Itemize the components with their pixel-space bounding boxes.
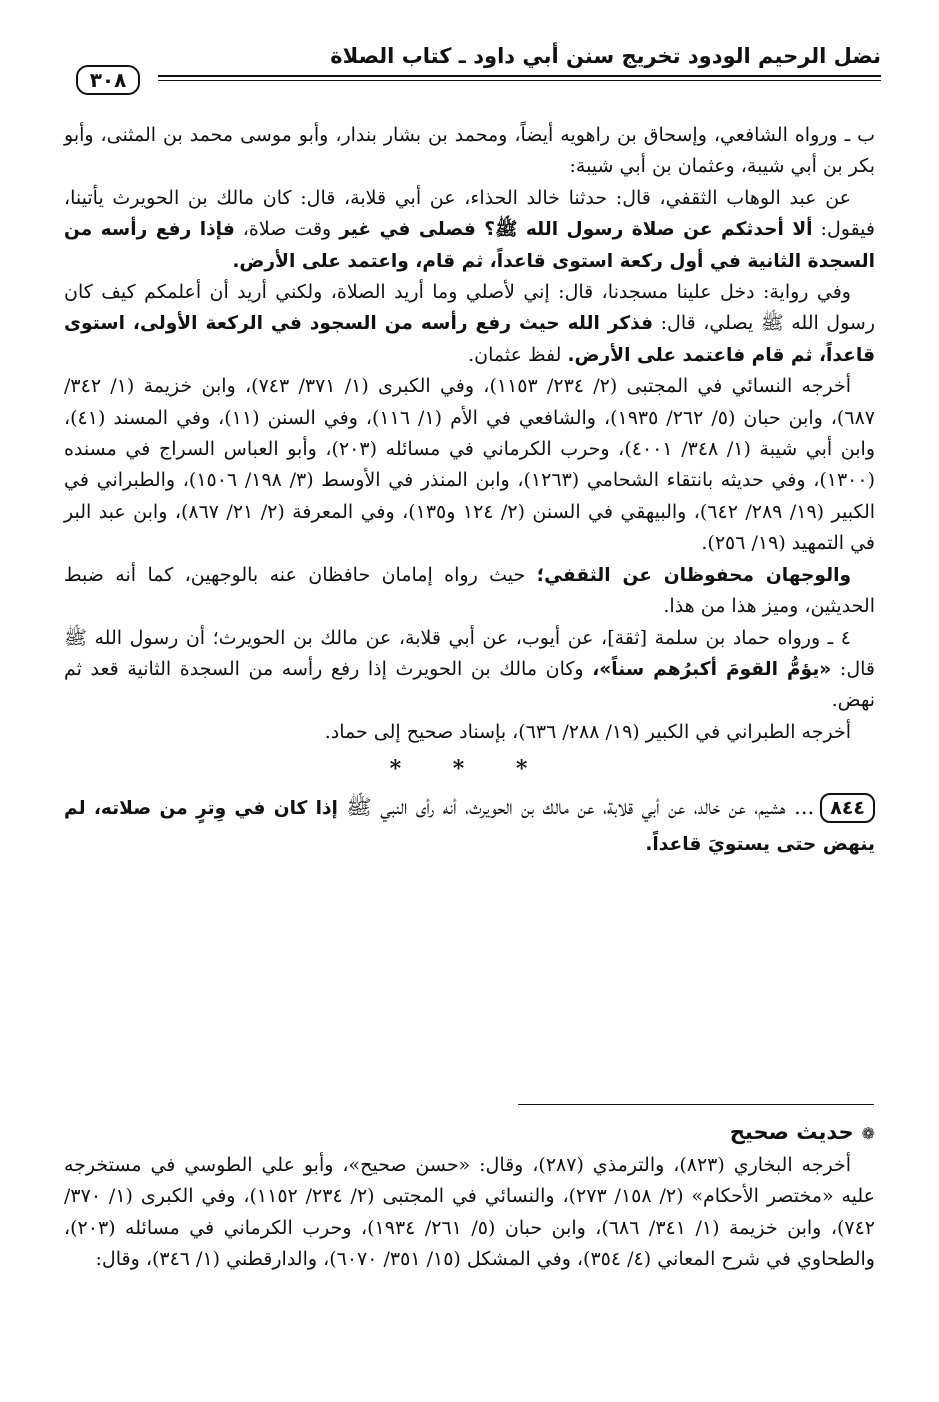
paragraph: أخرجه البخاري (٨٢٣)، والترمذي (٢٨٧)، وقال: «حسن صحيح»، وأبو علي الطوسي في مستخرجه عليه «مختصر الأحكام» (٢/ ١٥٨/ ٢٧٣)، والنسائي في المجتبى (٢/ ٢٣٤/ ١١٥٢)، وفي الكبرى (١/ ٣٧٠/ ٧٤٢)، وابن خزيمة (١/ ٣٤١/ ٦٨٦)، وابن حبان (٥/ ٢٦١/ ١٩٣٤)، وحرب الكرماني في مسائله (٢٠٣)، والطحاوي في شرح المعاني (٤/ ٣٥٤)، وفي المشكل (١٥/ ٣٥١/ ٦٠٧٠)، والدارقطني (١/ ٣٤٦)، وقال:: [64, 1154, 876, 1271]
paragraph: [64, 560, 875, 623]
takhrij-text: [64, 1150, 875, 1276]
text-span: عن عبد الوهاب الثقفي، قال: حدثنا خالد الحذاء، عن أبي قلابة، قال: كان مالك بن الحويرث يأتينا، فيقول:: [64, 186, 875, 241]
running-title: نضل الرحيم الودود تخريج سنن أبي داود ـ كتاب الصلاة: [330, 44, 881, 68]
bold-text: «يؤمُّ القومَ أكبرُهم سناً»،: [592, 658, 832, 680]
text-span: حيث رواه إمامان حافظان عنه بالوجهين، كما أنه ضبط الحديثين، وميز هذا من هذا.: [64, 563, 875, 618]
header-rule: [58, 75, 881, 77]
paragraph: ب ـ ورواه الشافعي، وإسحاق بن راهويه أيضاً، ومحمد بن بشار بندار، وأبو موسى محمد بن المثنى، وأبو بكر بن أبي شيبة، وعثمان بن أبي شيبة:: [64, 124, 875, 178]
paragraph: [64, 183, 875, 277]
section-rule: [518, 1104, 874, 1105]
hadith-text: [64, 790, 875, 862]
text-span: ٤ ـ ورواه حماد بن سلمة [ثقة]، عن أيوب، عن أبي قلابة، عن مالك بن الحويرث؛ أن رسول الله ﷺ قال:: [64, 626, 875, 680]
page-header: [58, 38, 881, 98]
bold-text: ألا أحدثكم عن صلاة رسول الله ﷺ؟ فصلى في غير: [339, 219, 813, 241]
text-span: لفظ عثمان.: [468, 343, 568, 366]
bold-text: فإذا رفع رأسه من السجدة الثانية في أول ركعة استوى قاعداً، ثم قام، واعتمد على الأرض.: [64, 219, 875, 272]
section-separator: * * *: [389, 756, 550, 783]
text-span: وقت صلاة،: [234, 218, 340, 241]
header-rule-thin: [58, 80, 881, 81]
bold-text: فذكر الله حيث رفع رأسه من السجود في الركعة الأولى، استوى قاعداً، ثم قام فاعتمد على الأرض.: [64, 313, 875, 366]
text-span: ... هشيم، عن خالد، عن أبي قلابة، عن مالك بن الحويرث، أنه رأى النبي ﷺ: [337, 794, 815, 819]
ornament-icon: ❁: [861, 1124, 875, 1143]
page-number-ornament: [58, 62, 158, 98]
bold-text: والوجهان محفوظان عن الثقفي؛: [536, 564, 851, 586]
grading-label: حديث صحيح: [729, 1120, 854, 1144]
text-span: وكان مالك بن الحويرث إذا رفع رأسه من السجدة الثانية قعد ثم نهض.: [64, 657, 875, 712]
paragraph: [64, 623, 875, 717]
paragraph: أخرجه النسائي في المجتبى (٢/ ٢٣٤/ ١١٥٣)، وفي الكبرى (١/ ٣٧١/ ٧٤٣)، وابن خزيمة (١/ ٣٤٢/ ٦٨٧)، وابن حبان (٥/ ٢٦٢/ ١٩٣٥)، والشافعي في الأم (١/ ١١٦)، وفي السنن (١١)، وفي المسند (٤١)، وابن أبي شيبة (١/ ٣٤٨/ ٤٠٠١)، وحرب الكرماني في مسائله (٢٠٣)، وأبو العباس السراج في مسنده (١٣٠٠)، وفي حديثه بانتقاء الشحامي (١٢٦٣)، وابن المنذر في الأوسط (٣/ ١٩٨/ ١٥٠٦)، والطبراني في الكبير (١٩/ ٢٨٩/ ٦٤٢)، والبيهقي في السنن (٢/ ١٢٤ و١٣٥)، وفي المعرفة (٢/ ٢١/ ٨٦٧)، وابن عبد البر في التمهيد (١٩/ ٢٥٦).: [64, 375, 876, 555]
text-span: وفي رواية: دخل علينا مسجدنا، قال: إني لأصلي وما أريد الصلاة، ولكني أريد أن أعلمكم كيف كان رسول الله ﷺ يصلي، قال:: [64, 281, 876, 335]
paragraph: أخرجه الطبراني في الكبير (١٩/ ٢٨٨/ ٦٣٦)، بإسناد صحيح إلى حماد.: [324, 720, 851, 743]
bold-text: إذا كان في وِترٍ من صلاته، لم ينهض حتى يستويَ قاعداً.: [64, 797, 875, 855]
hadith-number: ٨٤٤: [820, 793, 875, 823]
paragraph: [64, 277, 875, 371]
main-text: [64, 120, 875, 862]
page-number: ٣٠٨: [76, 65, 141, 95]
hadith-grading: [730, 1120, 875, 1144]
